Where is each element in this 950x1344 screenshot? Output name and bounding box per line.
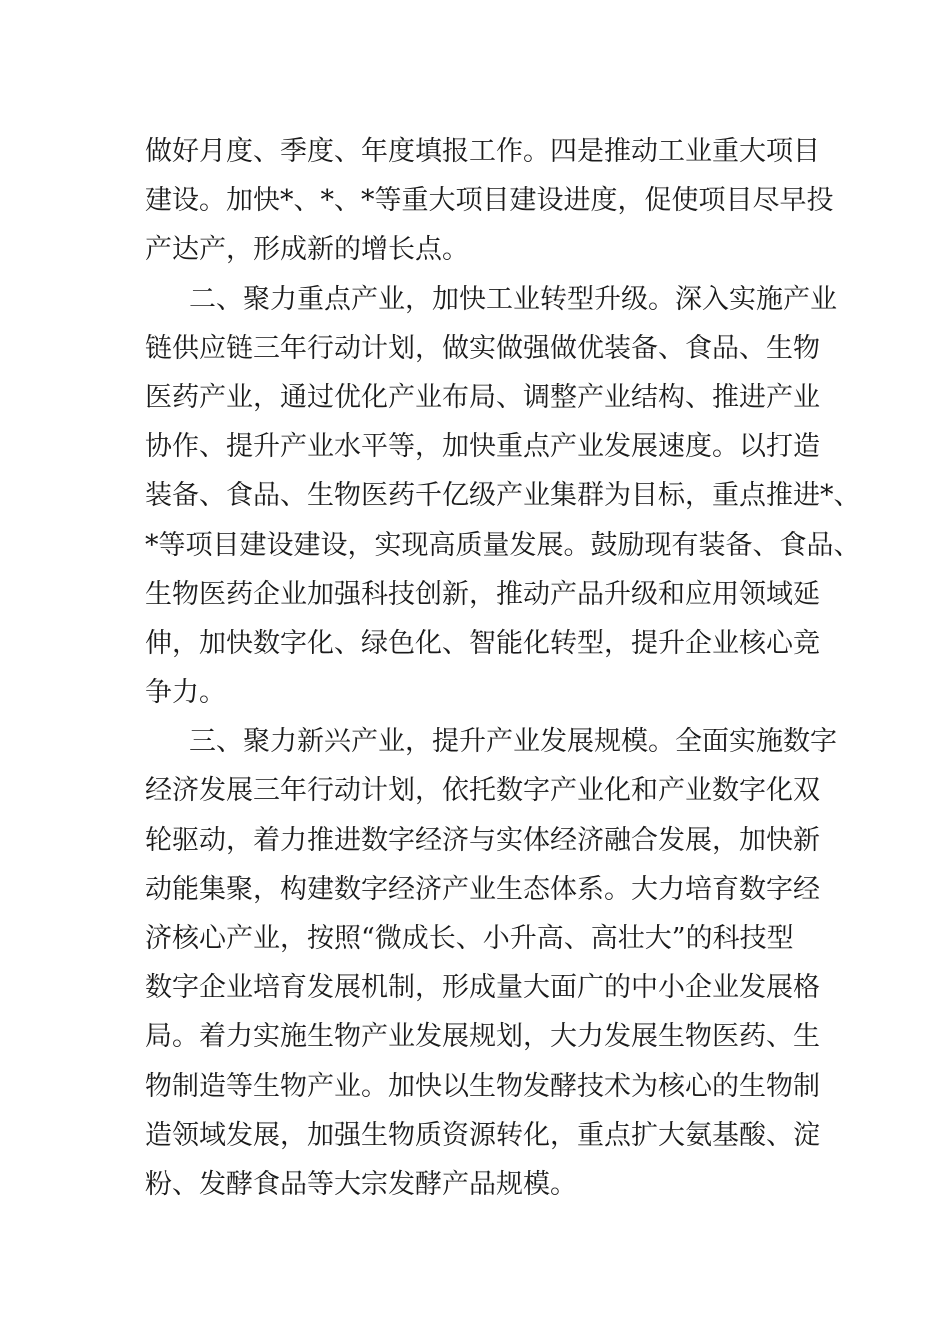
text-line: 建设。加快*、*、*等重大项目建设进度，促使项目尽早投	[145, 185, 834, 217]
text-line: 链供应链三年行动计划，做实做强做优装备、食品、生物	[145, 332, 820, 364]
text-line: 做好月度、季度、年度填报工作。四是推动工业重大项目	[145, 136, 820, 167]
text-line: *等项目建设建设，实现高质量发展。鼓励现有装备、食品、	[145, 529, 861, 561]
text-line: 粉、发酵食品等大宗发酵产品规模。	[145, 1168, 577, 1200]
text-line: 装备、食品、生物医药千亿级产业集群为目标，重点推进*、	[145, 480, 861, 512]
text-line: 动能集聚，构建数字经济产业生态体系。大力培育数字经	[145, 873, 820, 905]
text-line: 产达产，形成新的增长点。	[145, 234, 469, 266]
text-line: 伸，加快数字化、绿色化、智能化转型，提升企业核心竞	[145, 627, 820, 659]
text-line: 争力。	[145, 677, 226, 709]
text-line: 协作、提升产业水平等，加快重点产业发展速度。以打造	[145, 431, 820, 463]
text-line: 轮驱动，着力推进数字经济与实体经济融合发展，加快新	[145, 824, 820, 856]
text-line: 济核心产业，按照“微成长、小升高、高壮大”的科技型	[145, 923, 794, 954]
text-line: 生物医药企业加强科技创新，推动产品升级和应用领域延	[145, 578, 820, 610]
text-line: 物制造等生物产业。加快以生物发酵技术为核心的生物制	[145, 1070, 820, 1102]
text-line: 造领域发展，加强生物质资源转化，重点扩大氨基酸、淀	[145, 1119, 820, 1151]
document-body	[145, 127, 861, 1209]
section-heading-line: 二、聚力重点产业，加快工业转型升级。深入实施产业	[189, 283, 837, 315]
section-heading-line: 三、聚力新兴产业，提升产业发展规模。全面实施数字	[189, 726, 837, 758]
text-line: 经济发展三年行动计划，依托数字产业化和产业数字化双	[145, 775, 820, 807]
text-line: 局。着力实施生物产业发展规划，大力发展生物医药、生	[145, 1021, 820, 1053]
text-line: 医药产业，通过优化产业布局、调整产业结构、推进产业	[145, 381, 820, 413]
text-line: 数字企业培育发展机制，形成量大面广的中小企业发展格	[145, 972, 820, 1004]
